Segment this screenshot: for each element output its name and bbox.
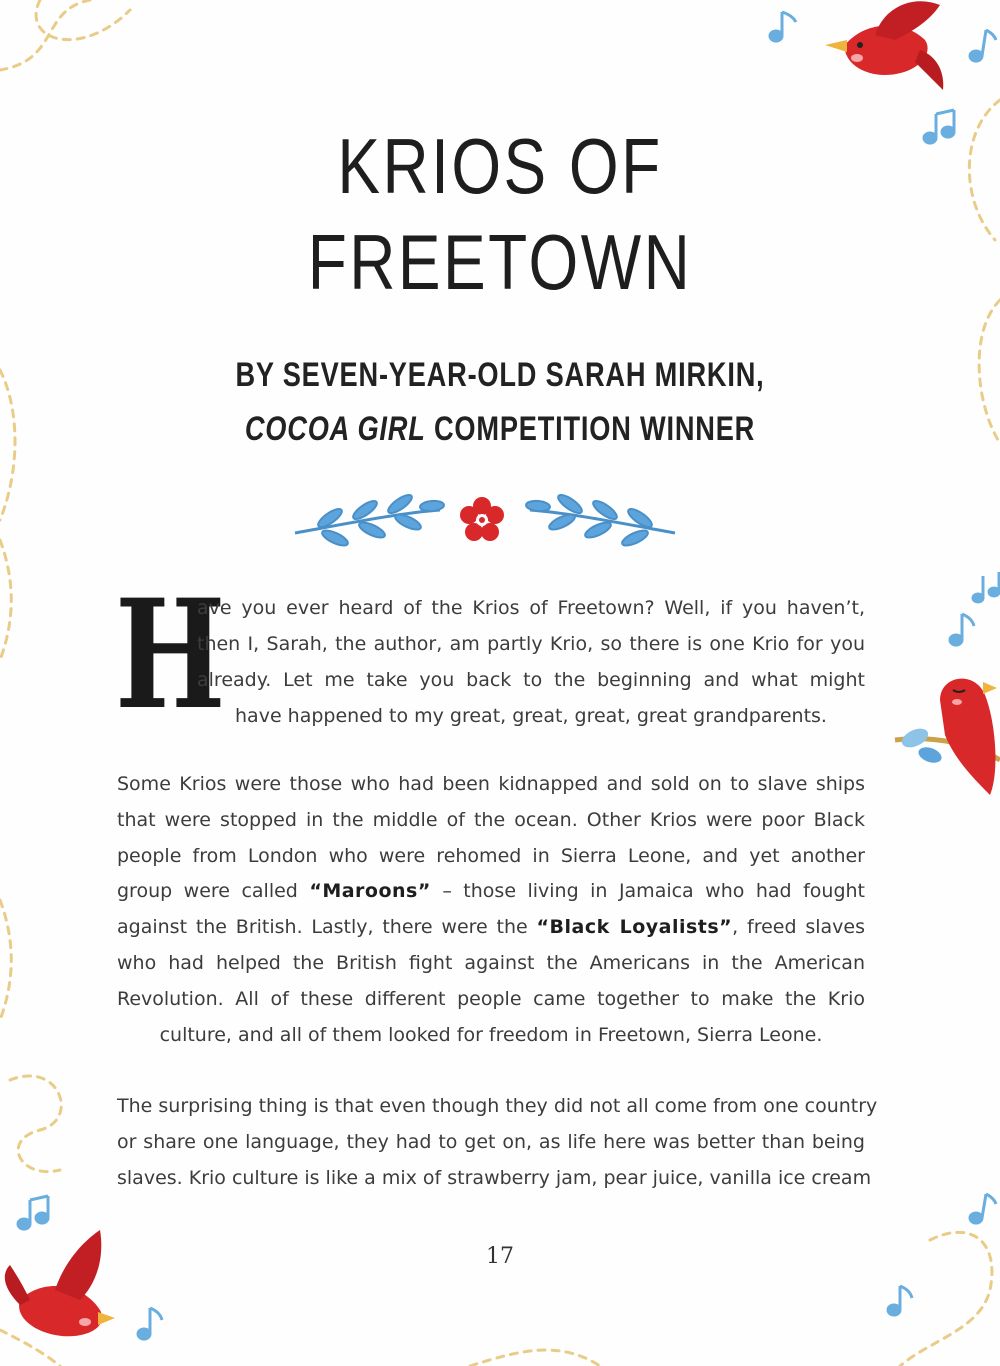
title-line-2: FREETOWN: [307, 218, 693, 306]
drop-cap: H: [115, 567, 226, 743]
dotted-flight-path: [10, 1076, 61, 1172]
intro-line: then I, Sarah, the author, am partly Krio, so there is one Krio for you: [197, 633, 865, 655]
byline-line-1: BY SEVEN-YEAR-OLD SARAH MIRKIN,: [235, 356, 765, 394]
term-black-loyalists: “Black Loyalists”: [536, 916, 733, 939]
byline-line-2-rest: COMPETITION WINNER: [425, 410, 756, 448]
title-line-1: KRIOS OF: [337, 122, 663, 210]
intro-paragraph: [115, 567, 865, 743]
dotted-flight-path: [0, 0, 90, 70]
paragraph-line: Some Krios were those who had been kidnapped and sold on to slave ships: [117, 773, 865, 795]
music-note-icon: [770, 12, 796, 41]
byline: [100, 348, 900, 456]
dotted-flight-path: [969, 100, 1000, 240]
paragraph-line: culture, and all of them looked for freedom in Freetown, Sierra Leone.: [159, 1023, 823, 1046]
music-note-icon: [950, 614, 974, 645]
paragraph-line: [117, 910, 865, 946]
dotted-flight-path: [0, 900, 11, 1020]
page-number: 17: [486, 1244, 514, 1269]
red-flower-icon: [460, 497, 504, 541]
music-note-icon: [970, 30, 996, 61]
body-paragraph-3: [117, 1089, 878, 1196]
dotted-flight-path: [0, 1330, 60, 1366]
leaf-sprig-left: [295, 492, 444, 548]
music-note-icon: [18, 1196, 48, 1229]
dotted-flight-path: [36, 0, 130, 40]
paragraph-line: who had helped the British fight against the Americans in the American: [117, 951, 865, 974]
line-text: against the British. Lastly, there were the: [117, 916, 537, 939]
music-note-icon: [888, 1286, 912, 1315]
dotted-flight-path: [470, 1350, 600, 1366]
paragraph-line: [117, 874, 865, 910]
music-note-icon: [970, 1194, 996, 1223]
paragraph-line: that were stopped in the middle of the ocean. Other Krios were poor Black: [117, 808, 865, 831]
intro-line: already. Let me take you back to the beginning and what might: [197, 669, 865, 691]
music-note-icon: [138, 1308, 162, 1339]
line-text: group were called: [117, 880, 310, 903]
music-note-icon: [973, 572, 999, 602]
paragraph-line: slaves. Krio culture is like a mix of strawberry jam, pear juice, vanilla ice cream: [117, 1166, 872, 1189]
paragraph-line: The surprising thing is that even though they did not all come from one country: [117, 1095, 878, 1117]
byline-line-2: [100, 402, 900, 456]
paragraph-line: people from London who were rehomed in Sierra Leone, and yet another: [117, 844, 865, 867]
intro-line: have happened to my great, great, great, great grandparents.: [235, 705, 827, 727]
dotted-flight-path: [0, 370, 15, 520]
red-bird-right: [895, 679, 1000, 795]
term-maroons: “Maroons”: [309, 880, 431, 903]
intro-line: ave you ever heard of the Krios of Freetown? Well, if you haven’t,: [197, 597, 865, 619]
dotted-flight-path: [0, 540, 11, 660]
line-text: – those living in Jamaica who had fought: [430, 880, 865, 903]
leaf-flower-ornament: [290, 488, 680, 548]
paragraph-line: or share one language, they had to get on, as life here was better than being: [117, 1130, 865, 1153]
line-text: , freed slaves: [732, 916, 865, 939]
page-title: [90, 118, 910, 310]
red-bird-top-right: [825, 1, 943, 90]
publication-name: COCOA GIRL: [244, 410, 426, 448]
body-paragraph-2: [117, 767, 865, 1053]
dotted-flight-path: [979, 300, 1000, 440]
leaf-sprig-right: [526, 492, 675, 548]
music-note-icon: [924, 110, 954, 143]
paragraph-line: Revolution. All of these different people came together to make the Krio: [117, 987, 865, 1010]
